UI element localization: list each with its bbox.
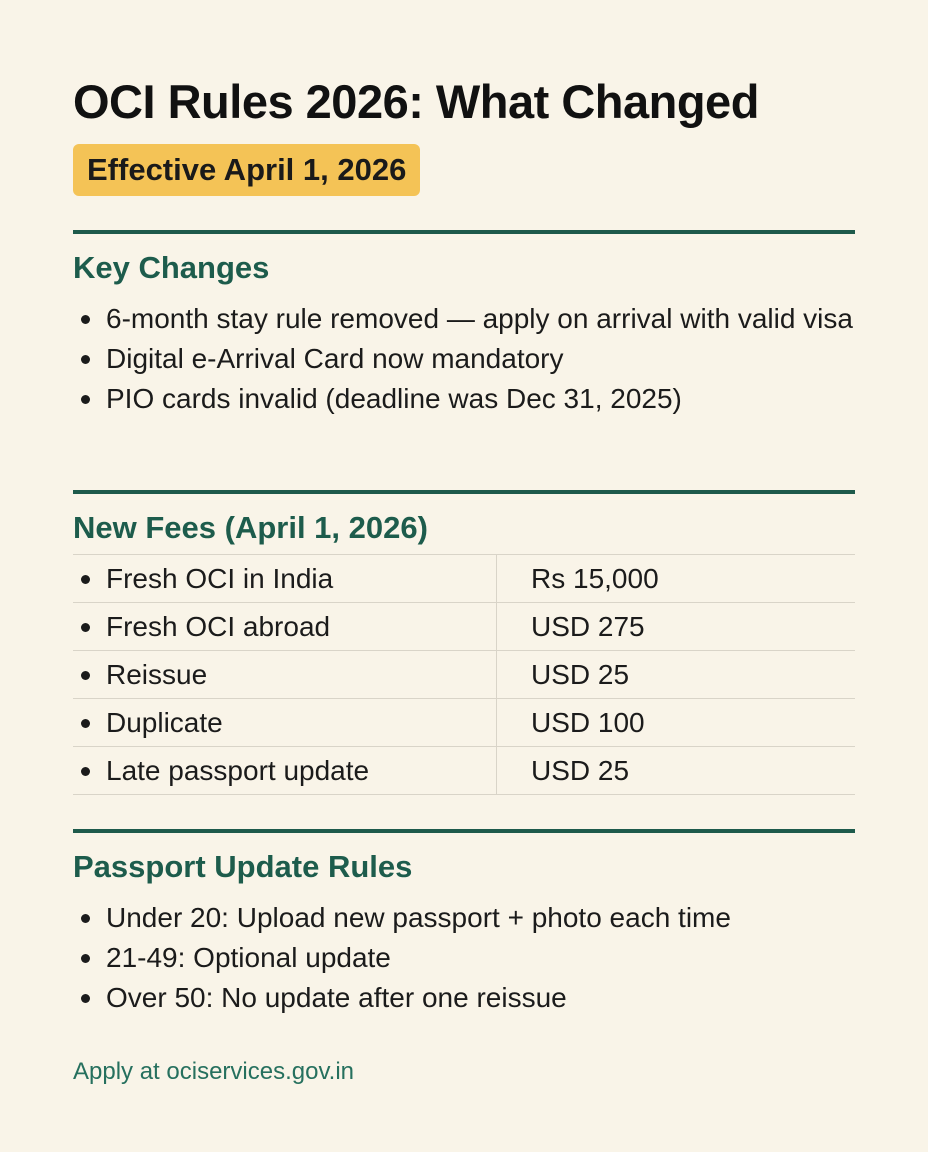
new-fees-title: New Fees (April 1, 2026) xyxy=(73,510,428,545)
table-row xyxy=(73,699,855,747)
fee-amount: USD 275 xyxy=(497,603,856,651)
key-changes-section xyxy=(73,230,855,419)
fee-name: Duplicate xyxy=(106,706,223,738)
list-item xyxy=(73,898,855,938)
new-fees-section xyxy=(73,490,855,795)
list-item-text: PIO cards invalid (deadline was Dec 31, 2025) xyxy=(106,383,682,414)
bullet-icon xyxy=(81,994,90,1003)
effective-date-badge: Effective April 1, 2026 xyxy=(73,144,420,196)
fee-name: Reissue xyxy=(106,658,208,690)
bullet-icon xyxy=(81,315,90,324)
fee-amount: USD 100 xyxy=(497,699,856,747)
fee-amount: Rs 15,000 xyxy=(497,555,856,603)
list-item xyxy=(73,978,855,1018)
page-title: OCI Rules 2026: What Changed xyxy=(73,75,759,128)
table-row xyxy=(73,603,855,651)
list-item xyxy=(73,299,855,339)
bullet-icon xyxy=(81,575,90,584)
passport-rules-list xyxy=(73,898,855,1018)
list-item-text: Over 50: No update after one reissue xyxy=(106,982,567,1013)
table-row xyxy=(73,747,855,795)
fee-amount: USD 25 xyxy=(497,747,856,795)
list-item-text: Digital e-Arrival Card now mandatory xyxy=(106,343,564,374)
passport-rules-section xyxy=(73,829,855,1018)
fee-name: Late passport update xyxy=(106,754,370,786)
bullet-icon xyxy=(81,954,90,963)
footer-link[interactable]: Apply at ociservices.gov.in xyxy=(73,1058,355,1085)
bullet-icon xyxy=(81,914,90,923)
list-item xyxy=(73,938,855,978)
key-changes-title: Key Changes xyxy=(73,250,270,285)
fee-name: Fresh OCI in India xyxy=(106,562,334,594)
table-row xyxy=(73,651,855,699)
bullet-icon xyxy=(81,671,90,680)
bullet-icon xyxy=(81,623,90,632)
bullet-icon xyxy=(81,355,90,364)
list-item-text: 6-month stay rule removed — apply on arrival with valid visa xyxy=(106,303,853,334)
list-item-text: 21-49: Optional update xyxy=(106,942,391,973)
fee-name: Fresh OCI abroad xyxy=(106,610,331,642)
bullet-icon xyxy=(81,767,90,776)
fees-table xyxy=(73,554,855,795)
list-item-text: Under 20: Upload new passport + photo each time xyxy=(106,902,731,933)
fee-amount: USD 25 xyxy=(497,651,856,699)
passport-rules-title: Passport Update Rules xyxy=(73,849,413,884)
bullet-icon xyxy=(81,719,90,728)
list-item xyxy=(73,379,855,419)
key-changes-list xyxy=(73,299,855,419)
table-row xyxy=(73,555,855,603)
list-item xyxy=(73,339,855,379)
bullet-icon xyxy=(81,395,90,404)
